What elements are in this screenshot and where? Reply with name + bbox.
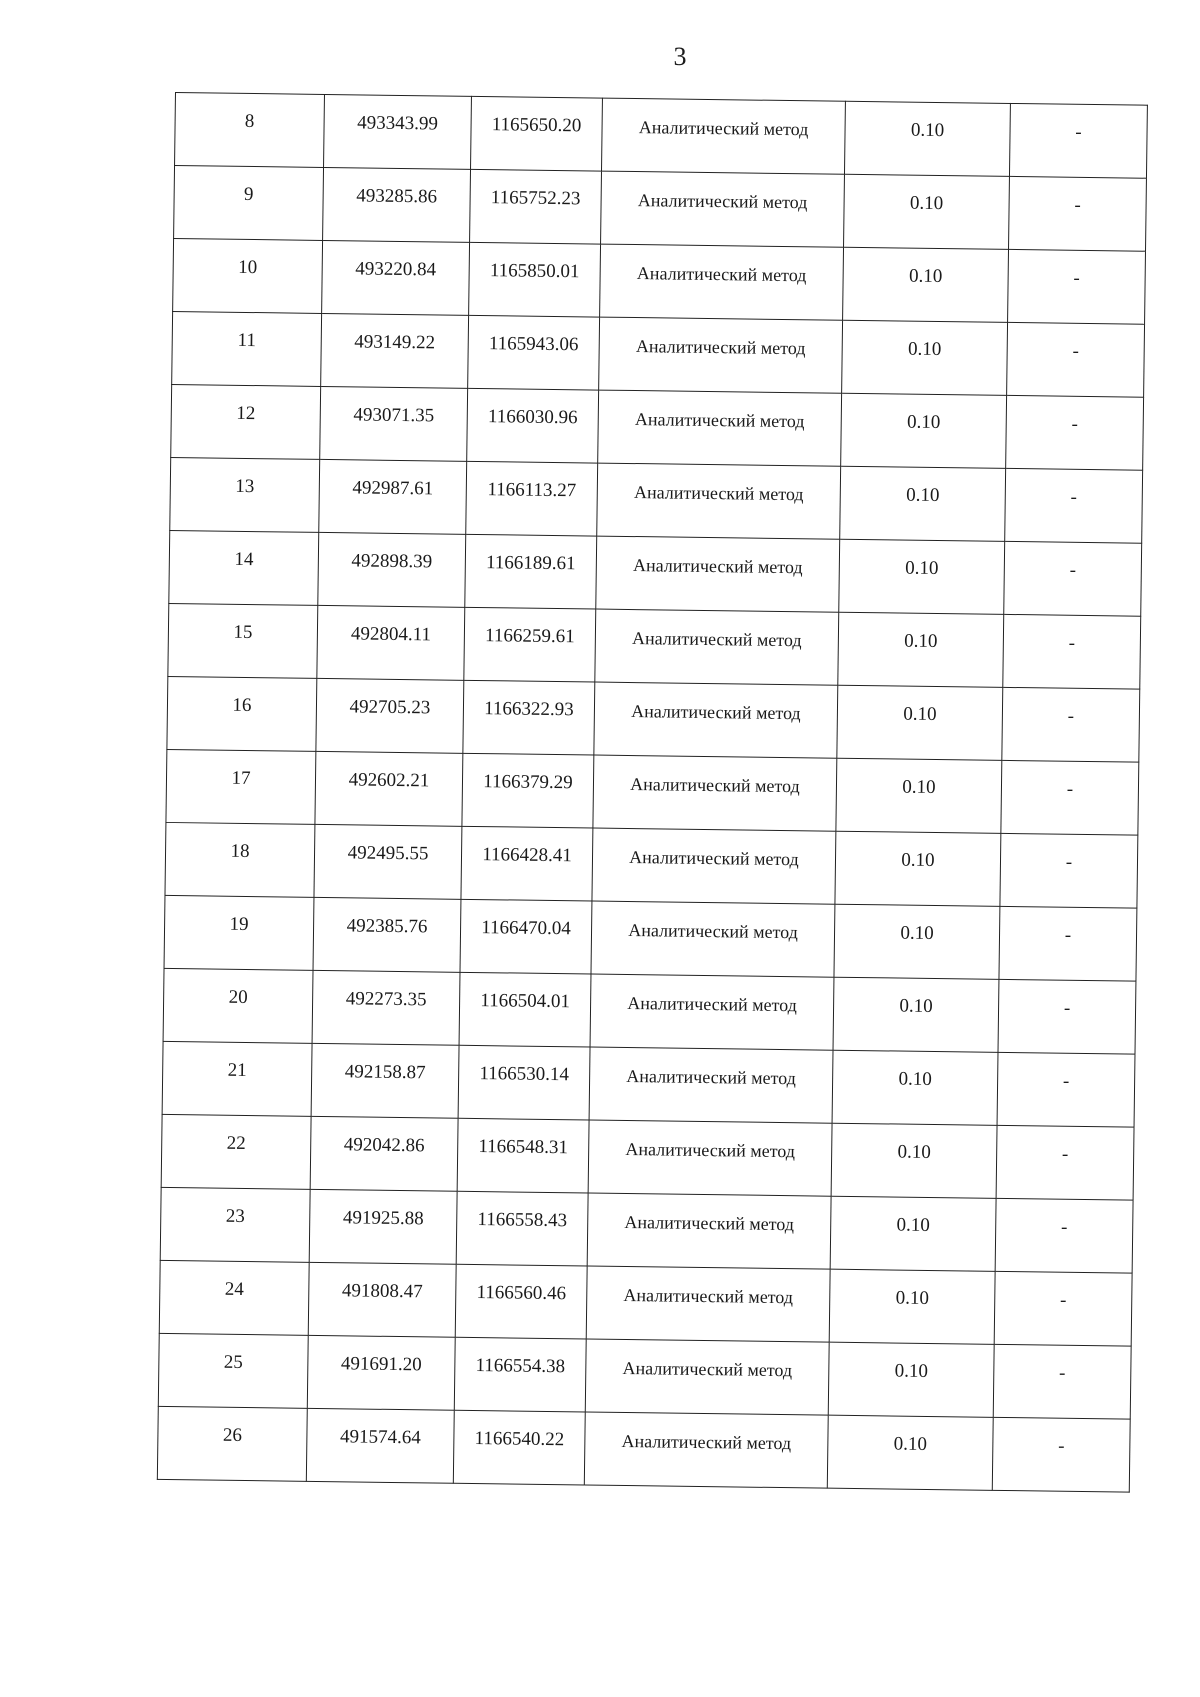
method-cell-text: Аналитический метод — [636, 262, 807, 285]
accuracy-cell — [835, 831, 1001, 906]
extra-cell — [1009, 176, 1147, 251]
y-coordinate-cell — [460, 899, 592, 974]
y-coordinate-cell-text: 1166558.43 — [477, 1209, 568, 1232]
point-number-cell-text: 9 — [243, 183, 254, 206]
method-cell — [598, 390, 842, 466]
method-cell — [593, 755, 837, 831]
y-coordinate-cell — [471, 96, 603, 171]
point-number-cell — [166, 749, 316, 824]
x-coordinate-cell — [314, 824, 462, 899]
x-coordinate-cell — [315, 751, 463, 826]
table-row — [162, 1041, 1135, 1127]
accuracy-cell — [843, 247, 1009, 322]
method-cell-text: Аналитический метод — [631, 627, 802, 650]
accuracy-cell-text: 0.10 — [907, 338, 942, 361]
accuracy-cell — [837, 685, 1003, 760]
point-number-cell — [161, 1114, 311, 1189]
y-coordinate-cell — [470, 169, 602, 244]
accuracy-cell — [844, 101, 1010, 176]
x-coordinate-cell — [307, 1335, 455, 1410]
y-coordinate-cell — [464, 607, 596, 682]
point-number-cell-text: 15 — [233, 621, 253, 644]
accuracy-cell-text: 0.10 — [897, 1141, 931, 1163]
method-cell-text: Аналитический метод — [627, 992, 798, 1015]
table-row — [172, 311, 1145, 397]
accuracy-cell-text: 0.10 — [898, 1068, 932, 1090]
y-coordinate-cell — [458, 1045, 590, 1120]
extra-cell — [1000, 833, 1138, 908]
extra-cell — [994, 1271, 1132, 1346]
method-cell — [602, 98, 846, 174]
accuracy-cell-text: 0.10 — [910, 119, 945, 142]
extra-cell-text: - — [1066, 778, 1074, 800]
table-row — [169, 530, 1142, 616]
accuracy-cell-text: 0.10 — [899, 995, 933, 1017]
method-cell-text: Аналитический метод — [629, 846, 799, 869]
accuracy-cell-text: 0.10 — [893, 1433, 928, 1455]
table-row — [158, 1333, 1131, 1419]
y-coordinate-cell-text: 1166322.93 — [484, 698, 574, 721]
point-number-cell — [169, 530, 319, 605]
x-coordinate-cell — [309, 1189, 457, 1264]
method-cell-text: Аналитический метод — [633, 481, 804, 504]
x-coordinate-cell-text: 492158.87 — [344, 1061, 426, 1084]
accuracy-cell — [833, 977, 999, 1052]
extra-cell — [1008, 249, 1146, 324]
accuracy-cell — [832, 1050, 998, 1125]
method-cell-text: Аналитический метод — [630, 773, 800, 796]
extra-cell — [998, 979, 1136, 1054]
method-cell — [591, 901, 835, 977]
accuracy-cell — [841, 393, 1007, 468]
x-coordinate-cell-text: 492898.39 — [351, 550, 433, 573]
method-cell-text: Аналитический метод — [628, 919, 798, 942]
y-coordinate-cell-text: 1165850.01 — [489, 260, 580, 283]
y-coordinate-cell — [457, 1118, 589, 1193]
extra-cell-text: - — [1060, 1216, 1068, 1238]
x-coordinate-cell — [308, 1262, 456, 1337]
method-cell — [588, 1120, 832, 1196]
extra-cell-text: - — [1075, 121, 1082, 143]
x-coordinate-cell-text: 493149.22 — [354, 331, 436, 354]
extra-cell — [1002, 687, 1140, 762]
x-coordinate-cell-text: 493220.84 — [355, 258, 437, 281]
method-cell-text: Аналитический метод — [635, 335, 806, 358]
x-coordinate-cell-text: 492804.11 — [350, 623, 432, 646]
y-coordinate-cell-text: 1166189.61 — [485, 552, 576, 575]
x-coordinate-cell — [324, 94, 472, 169]
point-number-cell — [157, 1406, 307, 1481]
point-number-cell-text: 17 — [231, 767, 251, 790]
y-coordinate-cell — [453, 1410, 585, 1485]
method-cell-text: Аналитический метод — [632, 554, 803, 577]
extra-cell — [1001, 760, 1139, 835]
point-number-cell-text: 13 — [235, 475, 255, 498]
x-coordinate-cell-text: 491925.88 — [342, 1207, 424, 1230]
method-cell — [585, 1339, 829, 1415]
point-number-cell-text: 14 — [234, 548, 254, 571]
extra-cell-text: - — [1063, 997, 1071, 1019]
accuracy-cell-text: 0.10 — [904, 630, 938, 653]
extra-cell-text: - — [1059, 1289, 1067, 1311]
table-row — [171, 384, 1144, 470]
x-coordinate-cell-text: 492495.55 — [347, 842, 429, 865]
x-coordinate-cell — [311, 1043, 459, 1118]
y-coordinate-cell — [467, 388, 599, 463]
x-coordinate-cell — [316, 678, 464, 753]
x-coordinate-cell-text: 492273.35 — [345, 988, 427, 1011]
point-number-cell-text: 20 — [228, 986, 248, 1009]
extra-cell — [1003, 614, 1141, 689]
x-coordinate-cell-text: 493071.35 — [353, 404, 435, 427]
accuracy-cell — [839, 539, 1005, 614]
extra-cell-text: - — [1073, 267, 1080, 289]
accuracy-cell-text: 0.10 — [895, 1287, 930, 1309]
method-cell — [584, 1412, 828, 1488]
extra-cell — [993, 1344, 1131, 1419]
x-coordinate-cell-text: 491691.20 — [340, 1353, 422, 1376]
extra-cell-text: - — [1068, 632, 1076, 654]
extra-cell-text: - — [1069, 559, 1077, 581]
point-number-cell-text: 21 — [227, 1059, 247, 1082]
extra-cell-text: - — [1074, 194, 1081, 216]
method-cell — [586, 1266, 830, 1342]
accuracy-cell — [838, 612, 1004, 687]
table-row — [163, 968, 1136, 1054]
point-number-cell — [175, 93, 325, 168]
accuracy-cell-text: 0.10 — [905, 557, 939, 580]
x-coordinate-cell — [320, 386, 468, 461]
x-coordinate-cell — [317, 605, 465, 680]
table-row — [160, 1187, 1133, 1273]
method-cell-text: Аналитический метод — [638, 116, 809, 139]
method-cell-text: Аналитический метод — [623, 1284, 794, 1307]
extra-cell — [1005, 468, 1143, 543]
point-number-cell — [160, 1187, 310, 1262]
y-coordinate-cell-text: 1165943.06 — [488, 333, 579, 356]
y-coordinate-cell-text: 1166540.22 — [474, 1428, 565, 1451]
accuracy-cell-text: 0.10 — [900, 922, 934, 945]
accuracy-cell — [834, 904, 1000, 979]
x-coordinate-cell — [306, 1408, 454, 1483]
x-coordinate-cell-text: 492705.23 — [349, 696, 431, 719]
method-cell — [587, 1193, 831, 1269]
y-coordinate-cell — [454, 1337, 586, 1412]
y-coordinate-cell — [463, 680, 595, 755]
method-cell — [592, 828, 836, 904]
x-coordinate-cell-text: 492987.61 — [352, 477, 434, 500]
extra-cell-text: - — [1058, 1435, 1065, 1457]
extra-cell — [997, 1052, 1135, 1127]
y-coordinate-cell-text: 1166470.04 — [481, 917, 571, 940]
method-cell — [596, 536, 840, 612]
table-row — [164, 895, 1137, 981]
method-cell — [601, 171, 845, 247]
table-row — [157, 1406, 1130, 1492]
y-coordinate-cell-text: 1166554.38 — [475, 1355, 566, 1378]
accuracy-cell — [844, 174, 1010, 249]
x-coordinate-cell — [312, 970, 460, 1045]
point-number-cell — [172, 311, 322, 386]
y-coordinate-cell-text: 1165752.23 — [490, 187, 581, 210]
extra-cell — [996, 1125, 1134, 1200]
y-coordinate-cell — [459, 972, 591, 1047]
x-coordinate-cell — [313, 897, 461, 972]
extra-cell — [1006, 395, 1144, 470]
accuracy-cell-text: 0.10 — [896, 1214, 930, 1236]
point-number-cell — [173, 238, 323, 313]
method-cell-text: Аналитический метод — [637, 189, 808, 212]
y-coordinate-cell-text: 1166379.29 — [483, 771, 573, 794]
extra-cell — [1007, 322, 1145, 397]
method-cell-text: Аналитический метод — [631, 700, 801, 723]
coordinates-table-wrapper — [157, 92, 1082, 1492]
method-cell — [589, 1047, 833, 1123]
accuracy-cell — [827, 1415, 993, 1490]
point-number-cell — [168, 603, 318, 678]
point-number-cell-text: 24 — [224, 1278, 244, 1301]
y-coordinate-cell-text: 1166548.31 — [478, 1136, 569, 1159]
point-number-cell — [167, 676, 317, 751]
method-cell — [594, 682, 838, 758]
point-number-cell-text: 18 — [230, 840, 250, 863]
point-number-cell — [171, 384, 321, 459]
point-number-cell-text: 23 — [225, 1205, 245, 1228]
method-cell-text: Аналитический метод — [622, 1357, 793, 1380]
extra-cell-text: - — [1061, 1143, 1069, 1165]
method-cell-text: Аналитический метод — [624, 1211, 795, 1234]
accuracy-cell-text: 0.10 — [901, 849, 935, 872]
y-coordinate-cell — [465, 534, 597, 609]
x-coordinate-cell-text: 492385.76 — [346, 915, 428, 938]
accuracy-cell-text: 0.10 — [906, 411, 941, 434]
table-row — [161, 1114, 1134, 1200]
point-number-cell — [158, 1333, 308, 1408]
extra-cell — [1009, 103, 1147, 178]
extra-cell — [995, 1198, 1133, 1273]
method-cell — [600, 244, 844, 320]
extra-cell-text: - — [1070, 486, 1078, 508]
extra-cell-text: - — [1064, 924, 1072, 946]
x-coordinate-cell — [310, 1116, 458, 1191]
extra-cell — [992, 1417, 1130, 1492]
extra-cell-text: - — [1072, 340, 1079, 362]
table-row — [173, 238, 1146, 324]
extra-cell — [999, 906, 1137, 981]
accuracy-cell — [836, 758, 1002, 833]
point-number-cell — [162, 1041, 312, 1116]
table-row — [159, 1260, 1132, 1346]
extra-cell-text: - — [1062, 1070, 1070, 1092]
point-number-cell-text: 25 — [223, 1351, 244, 1373]
x-coordinate-cell-text: 493343.99 — [357, 112, 439, 135]
y-coordinate-cell — [466, 461, 598, 536]
accuracy-cell — [831, 1123, 997, 1198]
method-cell — [599, 317, 843, 393]
x-coordinate-cell — [319, 459, 467, 534]
point-number-cell-text: 8 — [244, 110, 255, 133]
y-coordinate-cell — [468, 315, 600, 390]
point-number-cell-text: 10 — [238, 256, 258, 279]
point-number-cell — [163, 968, 313, 1043]
point-number-cell-text: 12 — [236, 402, 256, 425]
extra-cell-text: - — [1067, 705, 1075, 727]
accuracy-cell — [829, 1269, 995, 1344]
x-coordinate-cell-text: 492042.86 — [343, 1134, 425, 1157]
page-number: 3 — [673, 42, 687, 71]
point-number-cell — [164, 895, 314, 970]
accuracy-cell-text: 0.10 — [903, 703, 937, 726]
accuracy-cell-text: 0.10 — [909, 192, 944, 215]
x-coordinate-cell — [321, 313, 469, 388]
accuracy-cell-text: 0.10 — [902, 776, 936, 799]
point-number-cell-text: 16 — [232, 694, 252, 717]
method-cell-text: Аналитический метод — [634, 408, 805, 431]
y-coordinate-cell — [462, 753, 594, 828]
method-cell — [590, 974, 834, 1050]
extra-cell-text: - — [1065, 851, 1073, 873]
accuracy-cell-text: 0.10 — [908, 265, 943, 288]
method-cell-text: Аналитический метод — [626, 1065, 797, 1088]
x-coordinate-cell — [318, 532, 466, 607]
x-coordinate-cell-text: 492602.21 — [348, 769, 430, 792]
point-number-cell-text: 11 — [237, 329, 257, 352]
point-number-cell — [174, 166, 324, 241]
y-coordinate-cell — [461, 826, 593, 901]
accuracy-cell — [830, 1196, 996, 1271]
table-row — [165, 822, 1138, 908]
coordinates-table — [157, 92, 1148, 1493]
accuracy-cell — [828, 1342, 994, 1417]
x-coordinate-cell-text: 491574.64 — [339, 1426, 421, 1449]
point-number-cell — [159, 1260, 309, 1335]
x-coordinate-cell — [322, 240, 470, 315]
point-number-cell-text: 19 — [229, 913, 249, 936]
y-coordinate-cell-text: 1165650.20 — [491, 114, 582, 137]
method-cell-text: Аналитический метод — [625, 1138, 796, 1161]
table-row — [167, 676, 1140, 762]
y-coordinate-cell-text: 1166504.01 — [480, 990, 571, 1013]
table-row — [170, 457, 1143, 543]
method-cell — [597, 463, 841, 539]
table-row — [175, 93, 1148, 179]
table-row — [166, 749, 1139, 835]
y-coordinate-cell-text: 1166113.27 — [487, 479, 577, 502]
y-coordinate-cell — [469, 242, 601, 317]
extra-cell — [1004, 541, 1142, 616]
x-coordinate-cell-text: 491808.47 — [341, 1280, 423, 1303]
y-coordinate-cell — [455, 1264, 587, 1339]
y-coordinate-cell-text: 1166259.61 — [484, 625, 575, 648]
coordinates-table-body — [157, 93, 1147, 1493]
y-coordinate-cell-text: 1166560.46 — [476, 1282, 567, 1305]
y-coordinate-cell-text: 1166530.14 — [479, 1063, 570, 1086]
x-coordinate-cell-text: 493285.86 — [356, 185, 438, 208]
table-row — [174, 166, 1147, 252]
accuracy-cell-text: 0.10 — [906, 484, 940, 507]
x-coordinate-cell — [323, 167, 471, 242]
point-number-cell — [165, 822, 315, 897]
y-coordinate-cell — [456, 1191, 588, 1266]
point-number-cell — [170, 457, 320, 532]
point-number-cell-text: 22 — [226, 1132, 246, 1155]
point-number-cell-text: 26 — [222, 1424, 243, 1446]
method-cell — [595, 609, 839, 685]
accuracy-cell-text: 0.10 — [894, 1360, 929, 1382]
y-coordinate-cell-text: 1166030.96 — [487, 406, 578, 429]
accuracy-cell — [842, 320, 1008, 395]
extra-cell-text: - — [1071, 413, 1079, 435]
extra-cell-text: - — [1058, 1362, 1066, 1384]
accuracy-cell — [840, 466, 1006, 541]
method-cell-text: Аналитический метод — [621, 1430, 792, 1453]
table-row — [168, 603, 1141, 689]
y-coordinate-cell-text: 1166428.41 — [482, 844, 572, 867]
